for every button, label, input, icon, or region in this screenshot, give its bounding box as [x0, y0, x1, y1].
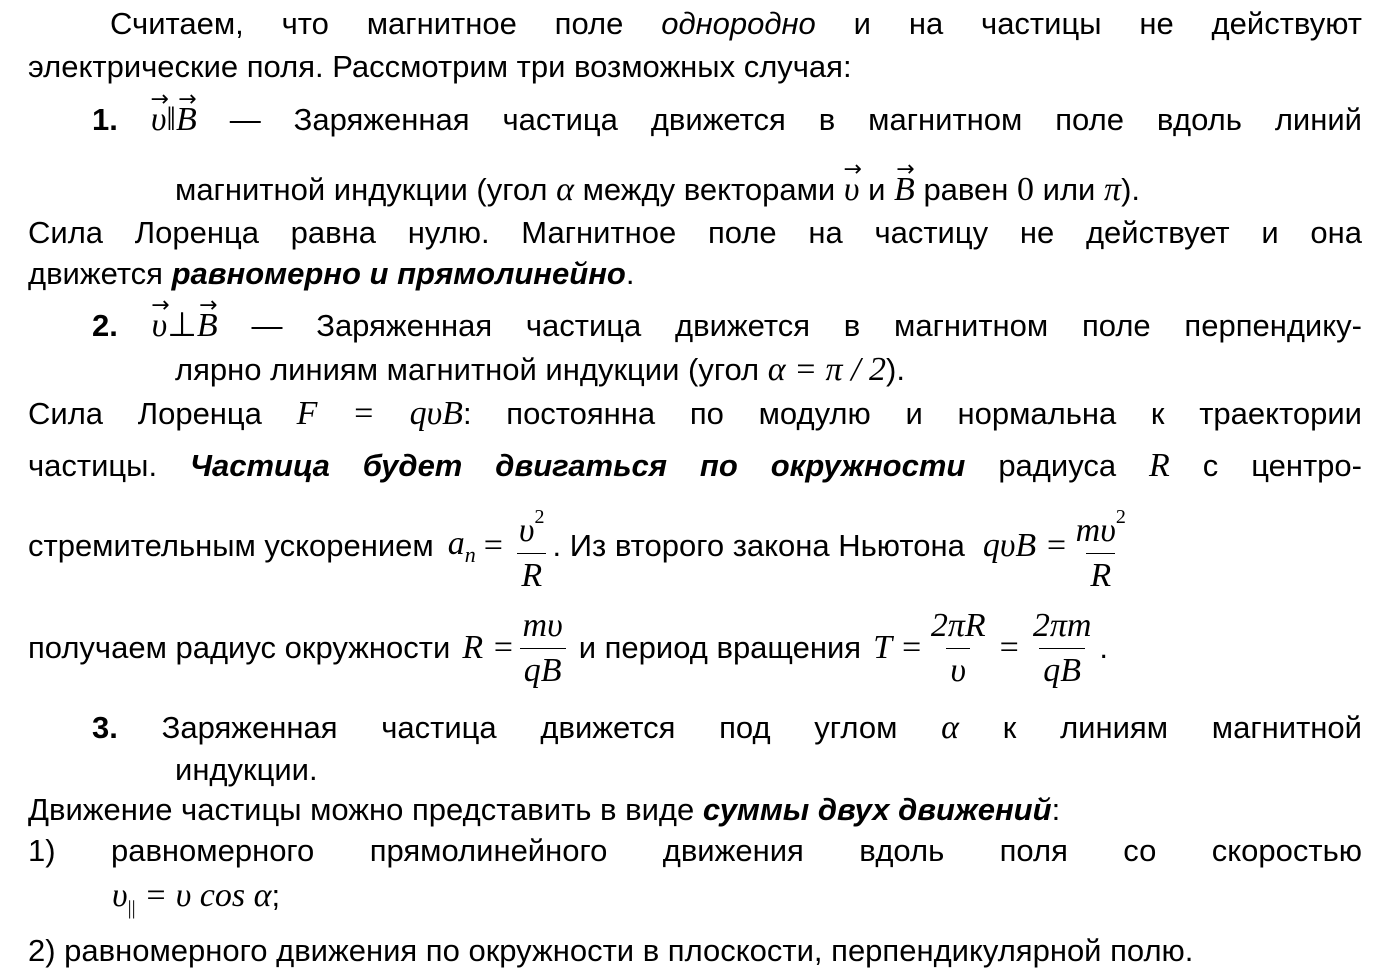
case3-line-2: индукции. — [175, 752, 318, 787]
case3-item-2: 2) равномерного движения по окружности в плоскости, перпендикулярной полю. — [28, 933, 1194, 968]
fraction-acceleration: $\frac{\upsilon^2}{R}$ — [518, 505, 545, 594]
intro-line-2: электрические поля. Рассмотрим три возможных случая: — [28, 49, 852, 84]
case2-line-4: частицы. Частица будет двигаться по окружности радиуса R с центро- — [28, 447, 1362, 484]
case1-line-4: движется равномерно и прямолинейно. — [28, 256, 635, 291]
case2-line-6: получаем радиус окружности R = $\frac{m\upsilon}{qB}$ и период вращения T = $\frac{2\pi R}{\upsilon}$ = $\frac{2\pi m}{qB}$ . — [28, 606, 1109, 689]
case3-item-1-formula: $\upsilon_{||} = \upsilon$ cos α; — [112, 877, 281, 919]
case2-line-1: 2. → υ⊥→ B — Заряженная частица движется в магнитном поле перпендику- — [92, 306, 1362, 346]
fraction-radius: $\frac{m\upsilon}{qB}$ — [519, 606, 567, 691]
fraction-newton: $\frac{m\upsilon^2}{R}$ — [1075, 505, 1126, 594]
case2-line-3: Сила Лоренца F = qυB: постоянна по модулю и нормальна к траектории — [28, 395, 1362, 432]
intro-line-1: Считаем, что магнитное поле однородно и на частицы не действуют — [110, 6, 1362, 41]
case3-item-1: 1) равномерного прямолинейного движения вдоль поля со скоростью — [28, 833, 1362, 868]
emphasis-sum-two-motions: суммы двух движений — [702, 792, 1052, 827]
emphasis-circle-motion: Частица будет двигаться по окружности — [190, 448, 966, 483]
case1-line-2: магнитной индукции (угол α между векторами → υ и → B равен 0 или π). — [175, 170, 1362, 210]
case3-line-1: 3. Заряженная частица движется под углом α к линиям магнитной — [92, 709, 1362, 746]
emphasis-uniform: однородно — [661, 6, 816, 41]
case2-formula: → υ⊥→ B — [152, 308, 218, 343]
case1-line-3: Сила Лоренца равна нулю. Магнитное поле на частицу не действует и она — [28, 215, 1362, 250]
case1-formula: → υ‖→ B — [151, 102, 197, 137]
fraction-period-2: $\frac{2\pi m}{qB}$ — [1032, 606, 1092, 689]
case2-line-5: стремительным ускорением $a_n$ = $\frac{\upsilon^2}{R}$ . Из второго закона Ньютона qυB = $\frac{m\upsilon^2}{R}$ — [28, 496, 1362, 596]
case1-line-1: 1. → υ‖→ B — Заряженная частица движется в магнитном поле вдоль линий — [92, 100, 1362, 140]
case3-line-3: Движение частицы можно представить в виде суммы двух движений: — [28, 792, 1061, 827]
case2-line-2: лярно линиям магнитной индукции (угол α = π / 2). — [175, 351, 905, 388]
emphasis-uniform-straight: равномерно и прямолинейно — [171, 256, 626, 291]
fraction-period-1: $\frac{2\pi R}{\upsilon}$ — [930, 606, 986, 689]
